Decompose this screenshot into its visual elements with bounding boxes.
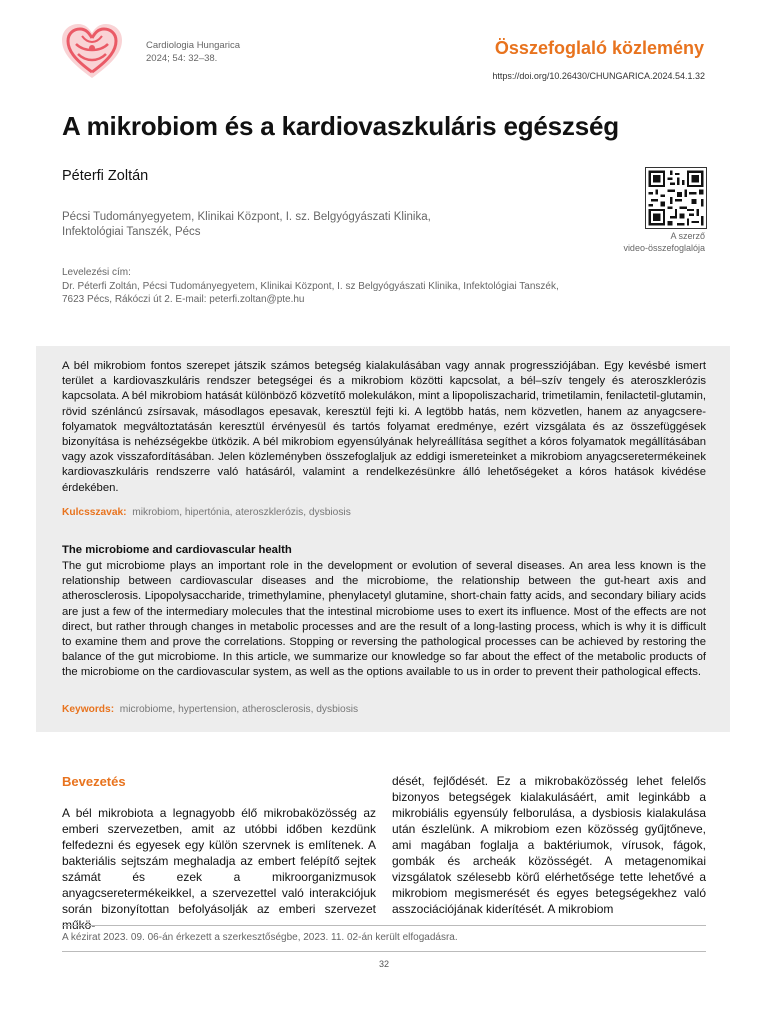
keywords-en [62,704,706,715]
doi-link[interactable]: https://doi.org/10.26430/CHUNGARICA.2024.54.1.32 [492,71,705,81]
keywords-hu [62,507,706,518]
article-title: A mikrobiom és a kardiovaszkuláris egészség [62,111,619,141]
heart-logo-icon [60,22,124,82]
qr-caption-line: A szerző [670,231,705,241]
correspondence [62,266,662,307]
qr-caption [623,230,705,254]
footnote-divider [62,925,706,926]
page-number: 32 [378,959,389,969]
section-label: Összefoglaló közlemény [494,38,704,58]
footnote: A kézirat 2023. 09. 06-án érkezett a szerkesztőségbe, 2023. 11. 02-án került elfogadásra. [62,932,458,943]
keywords-en-list: microbiome, hypertension, atherosclerosis, dysbiosis [119,704,359,715]
journal-name: Cardiologia Hungarica [146,40,240,51]
correspondence-line: Dr. Péterfi Zoltán, Pécsi Tudományegyetem, Klinikai Központ, I. sz Belgyógyászati Klinika, Infektológiai Tanszék, [62,280,559,292]
correspondence-label: Levelezési cím: [62,267,131,278]
qr-caption-line: video-összefoglalója [623,243,705,253]
journal-reference: 2024; 54: 32–38. [146,52,218,64]
page-divider [62,951,706,952]
affiliation-line: Infektológiai Tanszék, Pécs [62,226,201,238]
journal-info [146,40,240,65]
author-name: Péterfi Zoltán [62,168,149,184]
body-right-column: dését, fejlődését. Ez a mikrobaközösség lehet felelős bizonyos betegségek kialakulásáért, amit leginkább a mikrobiális egyensúly felborulása, a dysbiosis kialakulása után észlelünk. A mikrobiom ezen közösség gyűjtőneve, ami magában foglalja a baktériumok, vírusok, fágok, gombák és archeák közösségét. A metagenomikai vizsgálatok szélesebb körű elérhetősége tette lehetővé a mikrobiom megismerését és egyes betegségekhez való asszociációjának kiderítését. A mikrobiom [392,774,706,916]
affiliation [62,210,522,240]
abstract-en-text: The gut microbiome plays an important role in the development or evolution of several diseases. An area less known is the relationship between cardiovascular diseases and the microbiome, the relationship between the gut-heart axis and atherosclerosis. Lipopolysaccharide, trimethylamine, phenylacetyl glutamine, short-chain fatty acids, and secondary biliary acids are just a few of the intermediary molecules that the intestinal microbiome uses to exert its influence. Most of the effects are not direct, but rather through changes in metabolic processes and are the result of a long-lasting process, which is why it is difficult to examine them and prove the correlations. Stopping or reversing the pathological processes can be achieved by restoring the balance of the gut microbiome. In this article, we summarize our knowledge so far about the effect of the metabolic products of the microbiome on the cardiovascular system, as well as the options available to us in order to prevent their pathological effects. [62,560,706,679]
affiliation-line: Pécsi Tudományegyetem, Klinikai Központ, I. sz. Belgyógyászati Klinika, [62,211,431,223]
abstract-en-title: The microbiome and cardiovascular health [62,544,292,556]
correspondence-line: 7623 Pécs, Rákóczi út 2. E-mail: peterfi.zoltan@pte.hu [62,294,305,305]
keywords-hu-list: mikrobiom, hipertónia, ateroszklerózis, dysbiosis [132,507,351,518]
section-heading-bevezetes: Bevezetés [62,774,126,789]
keywords-en-label: Keywords: [62,704,115,715]
qr-code-icon[interactable] [645,167,707,229]
abstract-hu-text: A bél mikrobiom fontos szerepet játszik számos betegség kialakulásában vagy annak progressziójában. Egy kevésbé ismert terület a kardiovaszkuláris rendszer betegségei és a mikrobiom közötti kapcsolat, a bél–szív tengely és ateroszklerózis kapcsolata. A bél mikrobiom hatását különböző közvetítő molekulákon, mint a lipopoliszacharid, trimetilamin, fenilactetil-glutamin, rövid szénláncú zsírsavak, másodlagos epesavak, keresztül fejti ki. A legtöbb hatás, nem közvetlen, hanem az anyagcsere-folyamatok megváltoztatásán keresztül érvényesül és tartós folyamat eredménye, ezért vizsgálata és az összefüggések bizonyítása is nehézségekbe ütközik. A bél mikrobiom egyensúlyának helyreállítása segíthet a kóros folyamatok megállításában vagy azok visszafordításában. Jelen közleményben összefoglaljuk az eddigi ismereteinket a mikrobiom anyagcseretermékeinek kardiovaszkuláris rendszerre való hatásáról, valamint a rendelkezésünkre álló lehetőségeket a kóros hatások kivédése érdekében. [62,360,706,494]
keywords-hu-label: Kulcsszavak: [62,507,127,518]
body-left-column: A bél mikrobiota a legnagyobb élő mikrobaközösség az emberi szervezetben, amit az utóbbi időben kezdünk felfedezni és egyesek egy külön szervnek is említenek. A bakteriális sejtszám meghaladja az embert felépítő sejtek számát és ezek a mikroorganizmusok anyagcseretermékeikkel, a szervezettel való interakciójuk során bizonyítottan befolyásolják az emberi szervezet műkö- [62,806,376,932]
